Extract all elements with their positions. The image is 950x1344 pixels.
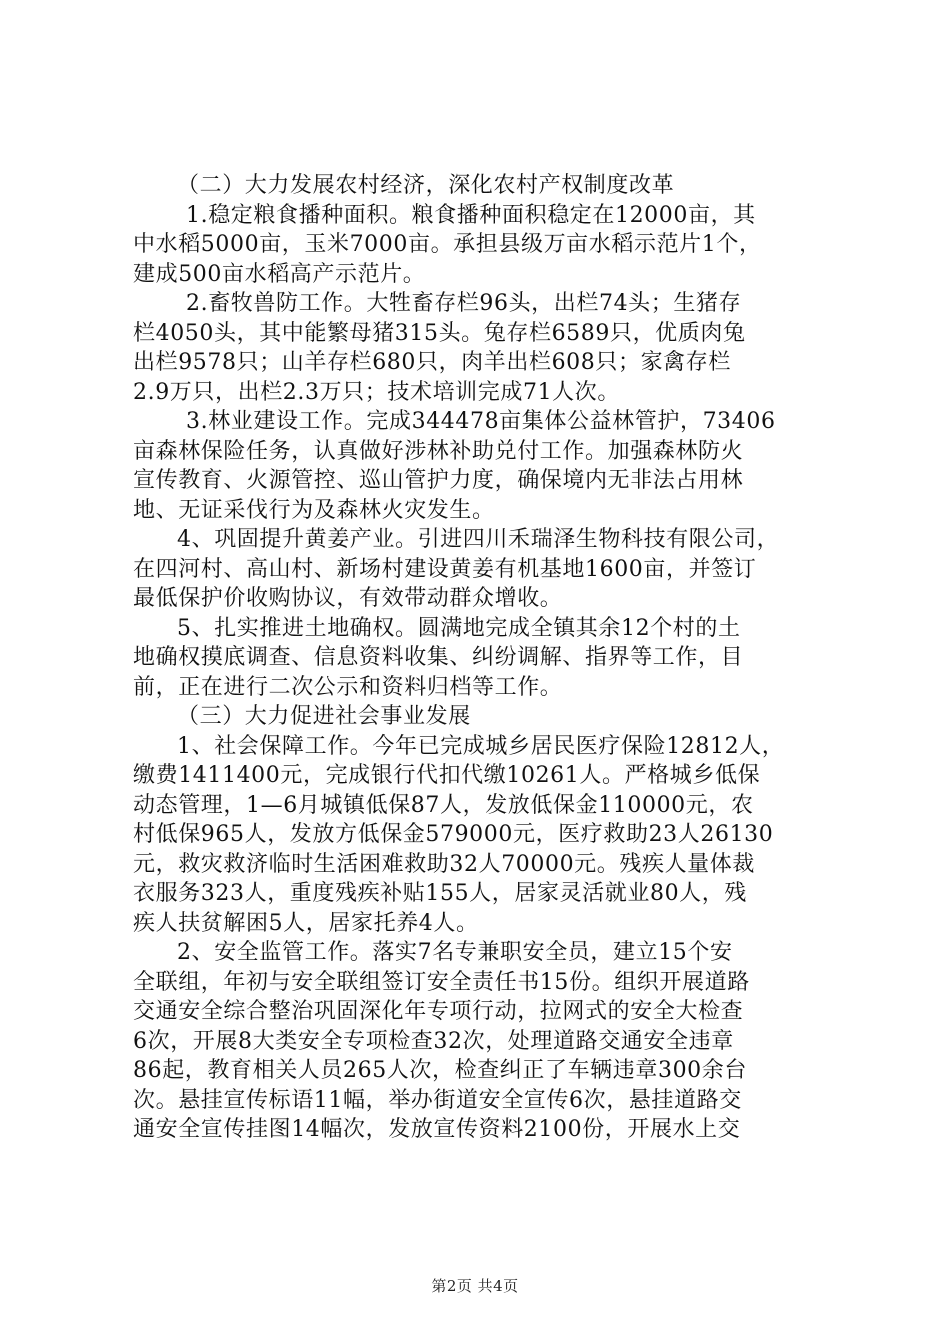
paragraph-line: 出栏9578只；山羊存栏680只，肉羊出栏608只；家禽存栏	[133, 350, 731, 375]
paragraph-line: 村低保965人，发放方低保金579000元，医疗救助23人26130	[133, 822, 774, 847]
paragraph-line: 疾人扶贫解困5人，居家托养4人。	[133, 910, 479, 936]
paragraph-line: 最低保护价收购协议，有效带动群众增收。	[133, 586, 563, 611]
paragraph-line: 前，正在进行二次公示和资料归档等工作。	[133, 674, 563, 700]
paragraph-line: 在四河村、高山村、新场村建设黄姜有机基地1600亩，并签订	[133, 556, 757, 582]
paragraph-line: 亩森林保险任务，认真做好涉林补助兑付工作。加强森林防火	[133, 438, 744, 464]
paragraph-line: 2.畜牧兽防工作。大牲畜存栏96头，出栏74头；生猪存	[186, 291, 742, 316]
paragraph-line: 宣传教育、火源管控、巡山管护力度，确保境内无非法占用林	[133, 468, 744, 493]
paragraph-line: 4、巩固提升黄姜产业。引进四川禾瑞泽生物科技有限公司，	[177, 527, 780, 552]
paragraph-line: 1.稳定粮食播种面积。粮食播种面积稳定在12000亩，其	[186, 202, 756, 228]
paragraph-line: 栏4050头，其中能繁母猪315头。兔存栏6589只，优质肉兔	[133, 320, 746, 346]
paragraph-line: 3.林业建设工作。完成344478亩集体公益林管护，73406	[186, 409, 776, 434]
page-number-footer: 第2页 共4页	[431, 1277, 519, 1295]
paragraph-line: 86起，教育相关人员265人次，检查纠正了车辆违章300余台	[133, 1058, 747, 1083]
paragraph-line: 通安全宣传挂图14幅次，发放宣传资料2100份，开展水上交	[133, 1117, 741, 1142]
section-heading-2: （二）大力发展农村经济，深化农村产权制度改革	[177, 173, 675, 198]
paragraph-line: 次。悬挂宣传标语11幅，举办街道安全宣传6次，悬挂道路交	[133, 1087, 742, 1113]
document-body	[133, 171, 833, 1145]
paragraph-line: 全联组，年初与安全联组签订安全责任书15份。组织开展道路	[133, 969, 750, 995]
paragraph-line: 地、无证采伐行为及森林火灾发生。	[133, 497, 495, 523]
paragraph-line: 缴费1411400元，完成银行代扣代缴10261人。严格城乡低保	[133, 763, 761, 788]
paragraph-line: 2.9万只，出栏2.3万只；技术培训完成71人次。	[133, 379, 620, 405]
paragraph-line: 地确权摸底调查、信息资料收集、纠纷调解、指界等工作，目	[133, 645, 744, 670]
paragraph-line: 元，救灾救济临时生活困难救助32人70000元。残疾人量体裁	[133, 851, 755, 877]
paragraph-line: 6次，开展8大类安全专项检查32次，处理道路交通安全违章	[133, 1028, 734, 1054]
paragraph-line: 衣服务323人，重度残疾补贴155人，居家灵活就业80人，残	[133, 881, 747, 906]
paragraph-line: 中水稻5000亩，玉米7000亩。承担县级万亩水稻示范片1个，	[133, 232, 762, 257]
paragraph-line: 交通安全综合整治巩固深化年专项行动，拉网式的安全大检查	[133, 999, 744, 1024]
paragraph-line: 建成500亩水稻高产示范片。	[133, 261, 426, 287]
paragraph-line: 5、扎实推进土地确权。圆满地完成全镇其余12个村的土	[177, 615, 741, 641]
paragraph-line: 1、社会保障工作。今年已完成城乡居民医疗保险12812人，	[177, 733, 785, 759]
section-heading-3: （三）大力促进社会事业发展	[177, 704, 471, 729]
paragraph-line: 动态管理，1—6月城镇低保87人，发放低保金110000元，农	[133, 792, 754, 818]
paragraph-line: 2、安全监管工作。落实7名专兼职安全员，建立15个安	[177, 940, 733, 965]
